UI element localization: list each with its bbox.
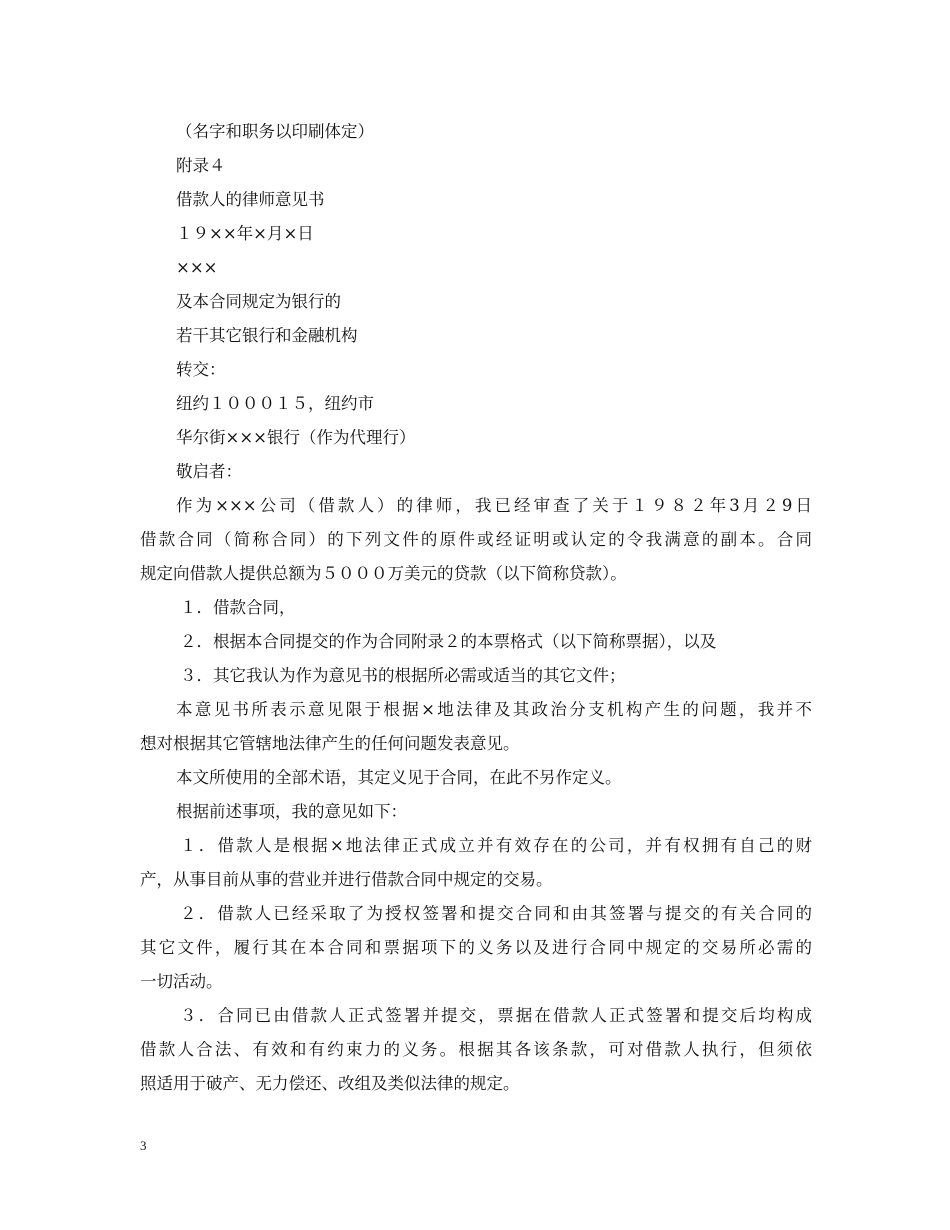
paragraph-line: 作为×××公司（借款人）的律师，我已经审查了关于１９８２年3月２9日 [176,496,812,515]
addressee-line: ××× [176,258,218,277]
paragraph-line: 想对根据其它管辖地法律产生的任何问题发表意见。 [140,734,520,753]
addressee-line: 转交： [176,360,226,379]
signature-note: （名字和职务以印刷体定） [176,122,374,141]
opinion-item-line: １．借款人是根据×地法律正式成立并有效存在的公司，并有权拥有自己的财 [180,836,812,855]
addressee-line: 及本合同规定为银行的 [176,292,341,311]
appendix-heading: 附录４ [176,156,226,175]
addressee-line: 华尔街×××银行（作为代理行） [176,428,416,447]
opinion-item-line: ２．借款人已经采取了为授权签署和提交合同和由其签署与提交的有关合同的 [180,904,812,923]
paragraph-line: 本文所使用的全部术语，其定义见于合同，在此不另作定义。 [176,768,622,787]
salutation: 敬启者： [176,462,242,481]
paragraph-line: 规定向借款人提供总额为５０００万美元的贷款（以下简称贷款）。 [140,564,627,583]
list-item: １．借款合同， [180,598,296,617]
paragraph-line: 根据前述事项，我的意见如下： [176,802,407,821]
document-body [140,115,812,1101]
paragraph-line: 本意见书所表示意见限于根据×地法律及其政治分支机构产生的问题，我并不 [176,700,812,719]
opinion-item-line: 产，从事目前从事的营业并进行借款合同中规定的交易。 [140,870,553,889]
addressee-line: 纽约１０００１５，纽约市 [176,394,374,413]
opinion-item-line: ３．合同已由借款人正式签署并提交，票据在借款人正式签署和提交后均构成 [180,1006,812,1025]
opinion-item-line: 一切活动。 [140,972,223,991]
paragraph-line: 借款合同（简称合同）的下列文件的原件或经证明或认定的令我满意的副本。合同 [140,530,812,549]
opinion-item-line: 其它文件，履行其在本合同和票据项下的义务以及进行合同中规定的交易所必需的 [140,938,812,957]
opinion-item-line: 借款人合法、有效和有约束力的义务。根据其各该条款，可对借款人执行，但须依 [140,1040,812,1059]
list-item: ２．根据本合同提交的作为合同附录２的本票格式（以下简称票据），以及 [180,632,717,651]
document-title: 借款人的律师意见书 [176,190,325,209]
page-number: 3 [140,1138,147,1153]
date-line: １９××年×月×日 [176,224,314,243]
addressee-line: 若干其它银行和金融机构 [176,326,358,345]
list-item: ３．其它我认为作为意见书的根据所必需或适当的其它文件； [180,666,626,685]
opinion-item-line: 照适用于破产、无力偿还、改组及类似法律的规定。 [140,1074,520,1093]
